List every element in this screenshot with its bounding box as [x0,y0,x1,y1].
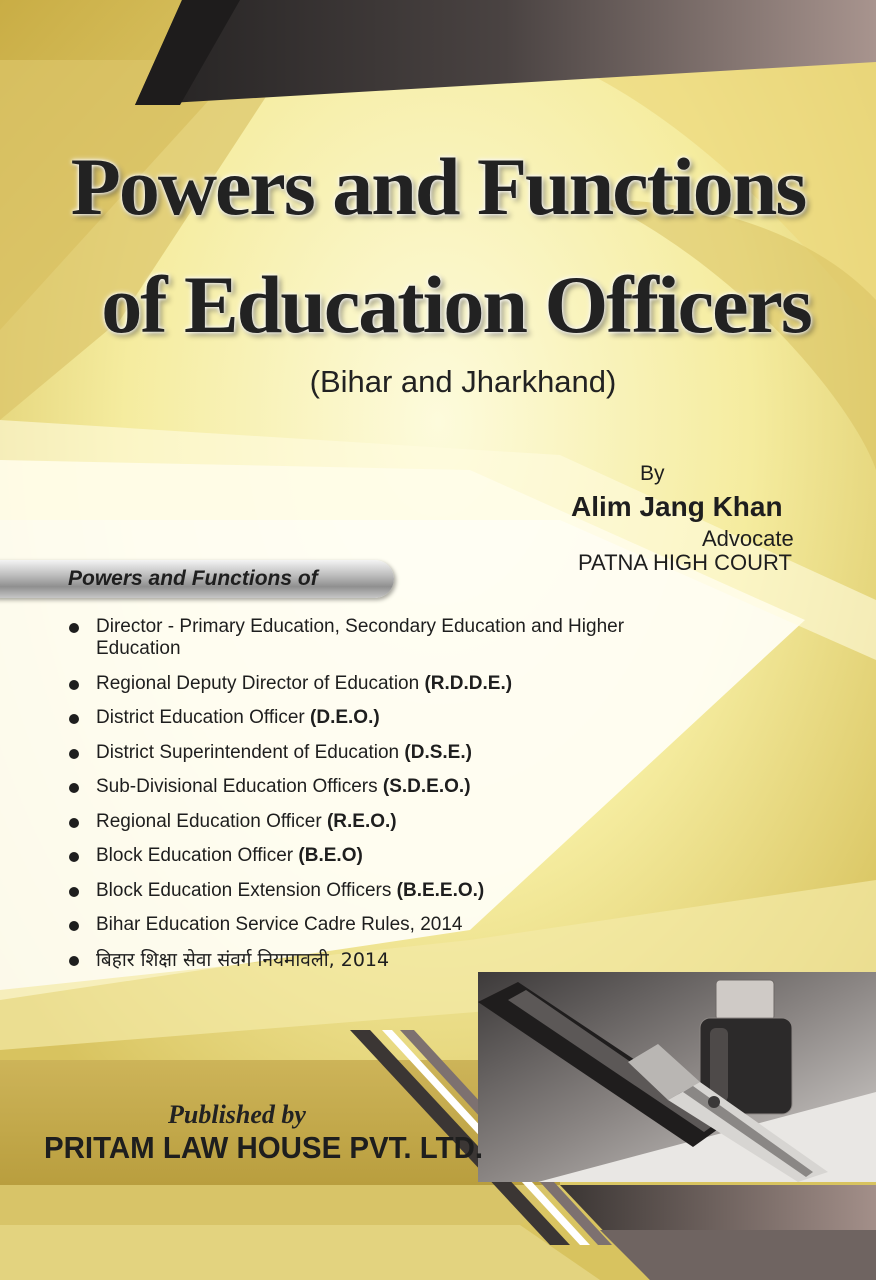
book-title-line-2: of Education Officers [101,259,811,350]
published-by-label: Published by [168,1100,306,1129]
topic-code: (B.E.O) [298,845,363,866]
topic-item [66,673,626,695]
author-court: PATNA HIGH COURT [578,550,792,575]
topic-code: (B.E.E.O.) [396,879,485,901]
topic-item [66,811,626,833]
topic-item [66,880,626,902]
topic-text: District Education Officer [96,707,311,728]
fountain-pen-illustration [478,972,876,1182]
topic-text: Block Education Officer [96,845,299,866]
book-title-line-1: Powers and Functions [70,141,806,232]
topic-text: Bihar Education Service Cadre Rules, 2014 [96,914,463,935]
topic-code: (D.E.O.) [310,707,380,728]
book-subtitle: (Bihar and Jharkhand) [309,364,617,399]
author-role: Advocate [702,526,794,551]
publisher-name: PRITAM LAW HOUSE PVT. LTD. [44,1130,484,1165]
topic-item [66,742,626,764]
topic-code: (S.D.E.O.) [382,776,471,797]
topic-text: Sub-Divisional Education Officers [96,776,383,797]
topic-code: (R.E.O.) [326,810,397,832]
topic-text: District Superintendent of Education [96,741,405,763]
topic-text: Regional Education Officer [96,810,327,832]
author-name: Alim Jang Khan [571,491,783,522]
topic-item [66,707,626,729]
topic-text: Block Education Extension Officers [96,879,397,901]
topic-code: (D.S.E.) [404,741,472,763]
topics-list [66,616,626,983]
topic-item [66,616,626,660]
topic-item [66,914,626,936]
by-label: By [640,462,665,485]
topic-item [66,845,626,867]
topic-text: Director - Primary Education, Secondary Education and Higher Education [96,616,625,659]
topic-item [66,776,626,798]
topic-item [66,949,626,971]
topics-heading: Powers and Functions of [68,567,318,590]
topic-code: (R.D.D.E.) [424,672,513,694]
topic-text: Regional Deputy Director of Education [96,672,425,694]
topic-text: बिहार शिक्षा सेवा संवर्ग नियमावली, 2014 [96,948,390,971]
